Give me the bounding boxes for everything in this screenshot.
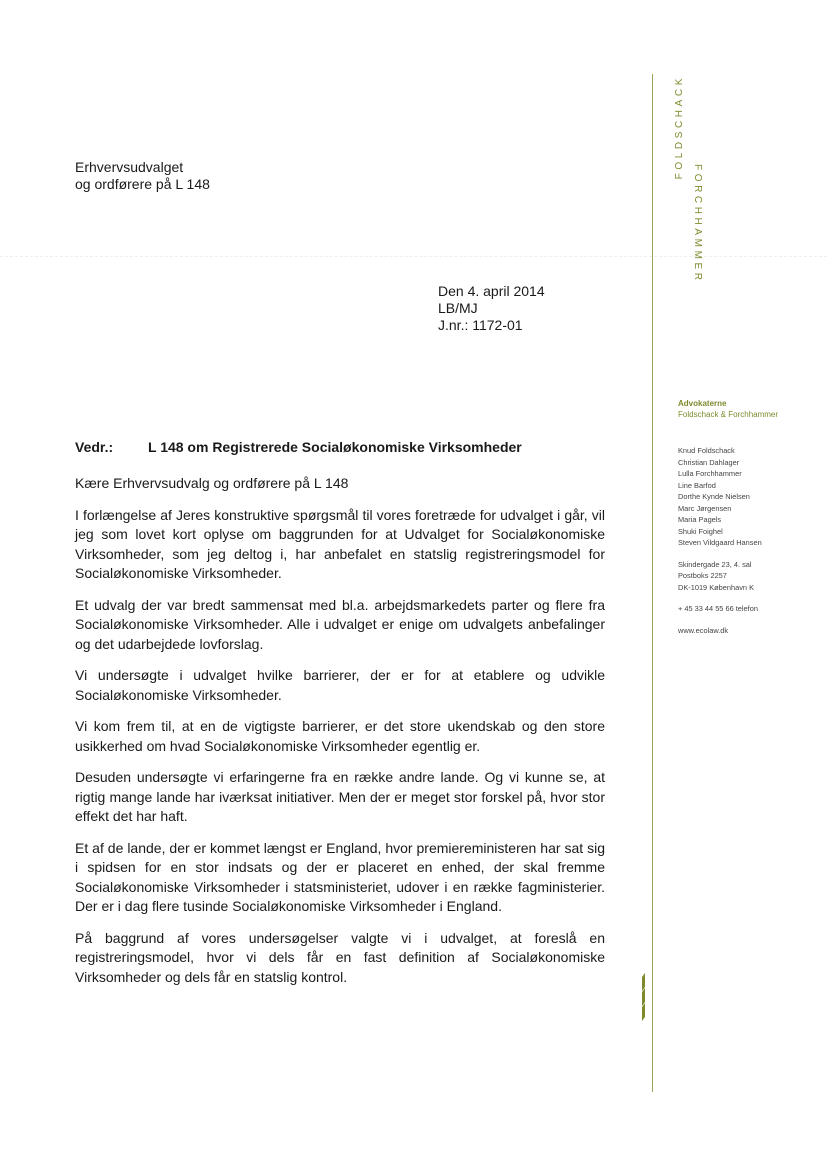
letter-meta	[438, 283, 545, 334]
address-box: Postboks 2257	[678, 571, 727, 580]
lawyer-name: Christian Dahlager	[678, 457, 740, 467]
lawyer-name: Shuki Foighel	[678, 526, 723, 536]
logo-word-forchhammer: FORCHHAMMER	[692, 164, 703, 284]
page-fold-marks	[642, 975, 645, 1020]
margin-rule	[652, 74, 653, 1092]
paragraph: Et af de lande, der er kommet længst er England, hvor premiereministeren har sat sig i spidsen for en stor indsats og der er placeret en enhed, der skal fremme Socialøkonomiske Virksomheder i statsministeriet, udover i en række fagministerier. Der er i dag flere tusinde Socialøkonomiske Virksomheder i England.	[75, 839, 605, 914]
paragraph: Et udvalg der var bredt sammensat med bl.a. arbejdsmarkedets parter og flere fra Socialøkonomiske Virksomheder. Alle i udvalget er enige om udvalgets anbefalinger og det udarbejdede lovforslag.	[75, 596, 605, 652]
paragraph: Desuden undersøgte vi erfaringerne fra en række andre lande. Og vi kunne se, at rigtig mange lande har iværksat initiativer. Men der er meget stor forskel på, hvor stor effekt det har haft.	[75, 769, 605, 824]
lawyer-name: Lulla Forchhammer	[678, 469, 742, 478]
salutation: Kære Erhvervsudvalg og ordførere på L 148	[75, 475, 349, 491]
lawyer-name: Knud Foldschack	[678, 446, 735, 455]
lawyer-name: Maria Pagels	[678, 515, 722, 524]
address-city: DK-1019 København K	[678, 582, 755, 592]
firm-name-block	[678, 398, 778, 420]
recipient-line-1: Erhvervsudvalget	[75, 159, 184, 175]
paragraph: I forlængelse af Jeres konstruktive spørgsmål til vores foretræde for udvalget i går, vil jeg som lovet kort oplyse om baggrunden for at Udvalget for Socialøkonomiske Virksomheder, som jeg deltog i, har anbefalet en statslig registreringsmodel for Socialøkonomiske Virksomheder.	[75, 506, 605, 581]
lawyer-name: Line Barfod	[678, 480, 716, 490]
letter-date: Den 4. april 2014	[438, 283, 545, 299]
subject-text: L 148 om Registrerede Socialøkonomiske Virksomheder	[148, 439, 522, 455]
address-street: Skindergade 23, 4. sal	[678, 559, 752, 569]
recipient-block	[75, 159, 210, 193]
firm-name: Foldschack & Forchhammer	[678, 410, 779, 419]
logo-word-foldschack: FOLDSCHACK	[674, 75, 685, 180]
fold-mark	[642, 1003, 645, 1021]
letter-initials: LB/MJ	[438, 300, 478, 316]
sidebar-contact	[678, 445, 762, 646]
journal-number: J.nr.: 1172-01	[438, 317, 523, 333]
recipient-line-2: og ordførere på L 148	[75, 176, 210, 192]
lawyer-list	[678, 445, 762, 549]
lawyer-name: Steven Vildgaard Hansen	[678, 538, 762, 547]
paragraph: Vi kom frem til, at en de vigtigste barrierer, er det store ukendskab og den store usikkerhed om hvad Socialøkonomiske Virksomheder egentlig er.	[75, 718, 605, 754]
subject-label: Vedr.:	[75, 439, 114, 455]
address-block	[678, 559, 762, 594]
lawyer-name: Dorthe Kynde Nielsen	[678, 492, 750, 501]
letter-body	[75, 474, 605, 999]
phone-number: + 45 33 44 55 66 telefon	[678, 604, 758, 613]
subject-line	[75, 439, 615, 455]
lawyer-name: Marc Jørgensen	[678, 503, 732, 513]
website-link[interactable]: www.ecolaw.dk	[678, 625, 729, 635]
firm-heading: Advokaterne	[678, 399, 727, 408]
paragraph: Vi undersøgte i udvalget hvilke barrierer, der er for at etablere og udvikle Socialøkonomiske Virksomheder.	[75, 667, 605, 703]
paragraph: På baggrund af vores undersøgelser valgte vi i udvalget, at foreslå en registreringsmodel, hvor vi dels får en fast definition af Socialøkonomiske Virksomheder og dels får en statslig kontrol.	[75, 929, 605, 985]
